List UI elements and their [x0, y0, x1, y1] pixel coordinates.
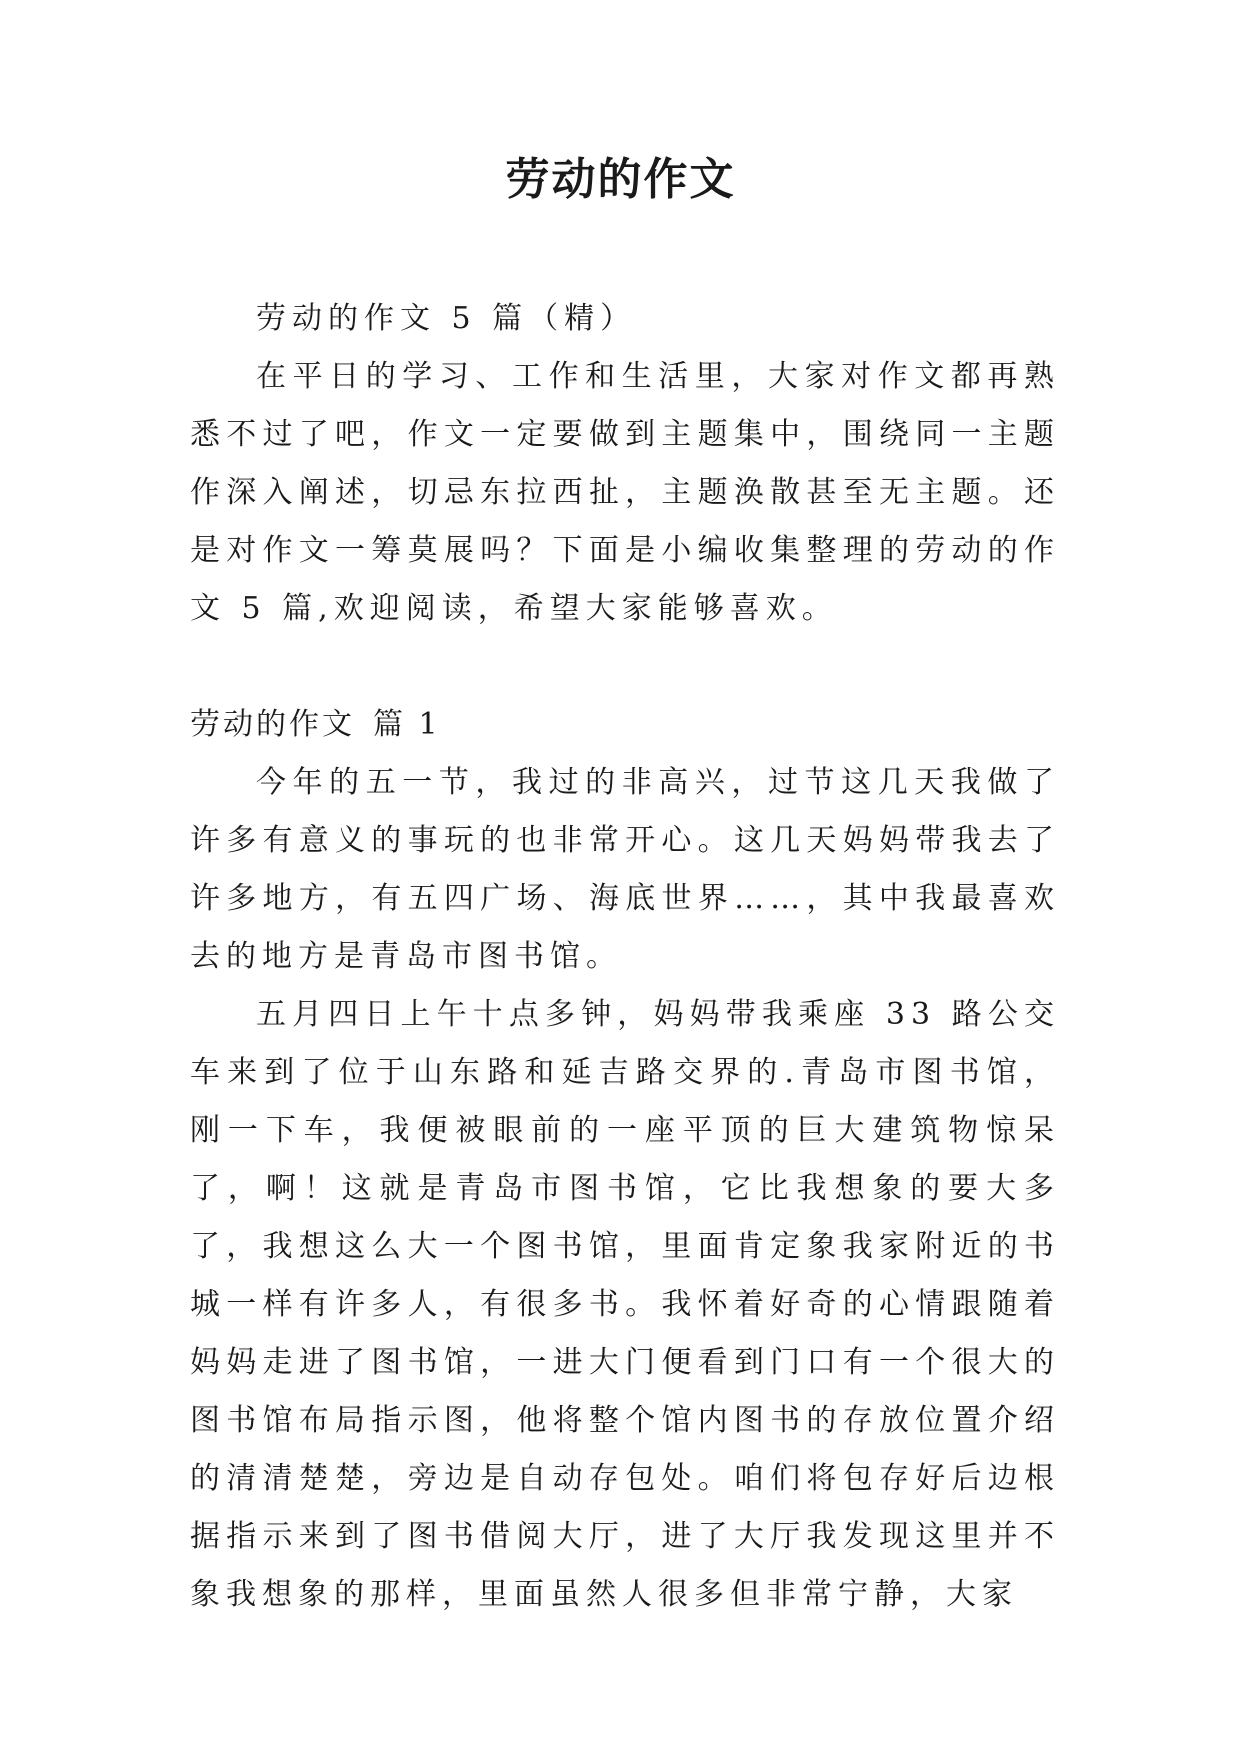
document-body — [190, 290, 1060, 1624]
section-paragraph: 五月四日上午十点多钟，妈妈带我乘座 33 路公交车来到了位于山东路和延吉路交界的.青岛市图书馆，刚一下车，我便被眼前的一座平顶的巨大建筑物惊呆了，啊！这就是青岛市图书馆，它比我想象的要大多了，我想这么大一个图书馆，里面肯定象我家附近的书城一样有许多人，有很多书。我怀着好奇的心情跟随着妈妈走进了图书馆，一进大门便看到门口有一个很大的图书馆布局指示图，他将整个馆内图书的存放位置介绍的清清楚楚，旁边是自动存包处。咱们将包存好后边根据指示来到了图书借阅大厅，进了大厅我发现这里并不象我想象的那样，里面虽然人很多但非常宁静，大家 — [190, 997, 1060, 1612]
subtitle-line: 劳动的作文 5 篇（精） — [256, 301, 637, 336]
section-heading-number: 篇 1 — [373, 707, 441, 742]
intro-paragraph: 在平日的学习、工作和生活里，大家对作文都再熟悉不过了吧，作文一定要做到主题集中，围绕同一主题作深入阐述，切忌东拉西扯，主题涣散甚至无主题。还是对作文一筹莫展吗？下面是小编收集整理的劳动的作文 5 篇,欢迎阅读，希望大家能够喜欢。 — [190, 359, 1060, 626]
section-heading — [190, 696, 1060, 754]
document-title: 劳动的作文 — [505, 154, 736, 205]
section-paragraph: 今年的五一节，我过的非高兴，过节这几天我做了许多有意义的事玩的也非常开心。这几天妈妈带我去了许多地方，有五四广场、海底世界……，其中我最喜欢去的地方是青岛市图书馆。 — [190, 765, 1060, 974]
section-heading-title: 劳动的作文 — [190, 707, 355, 742]
